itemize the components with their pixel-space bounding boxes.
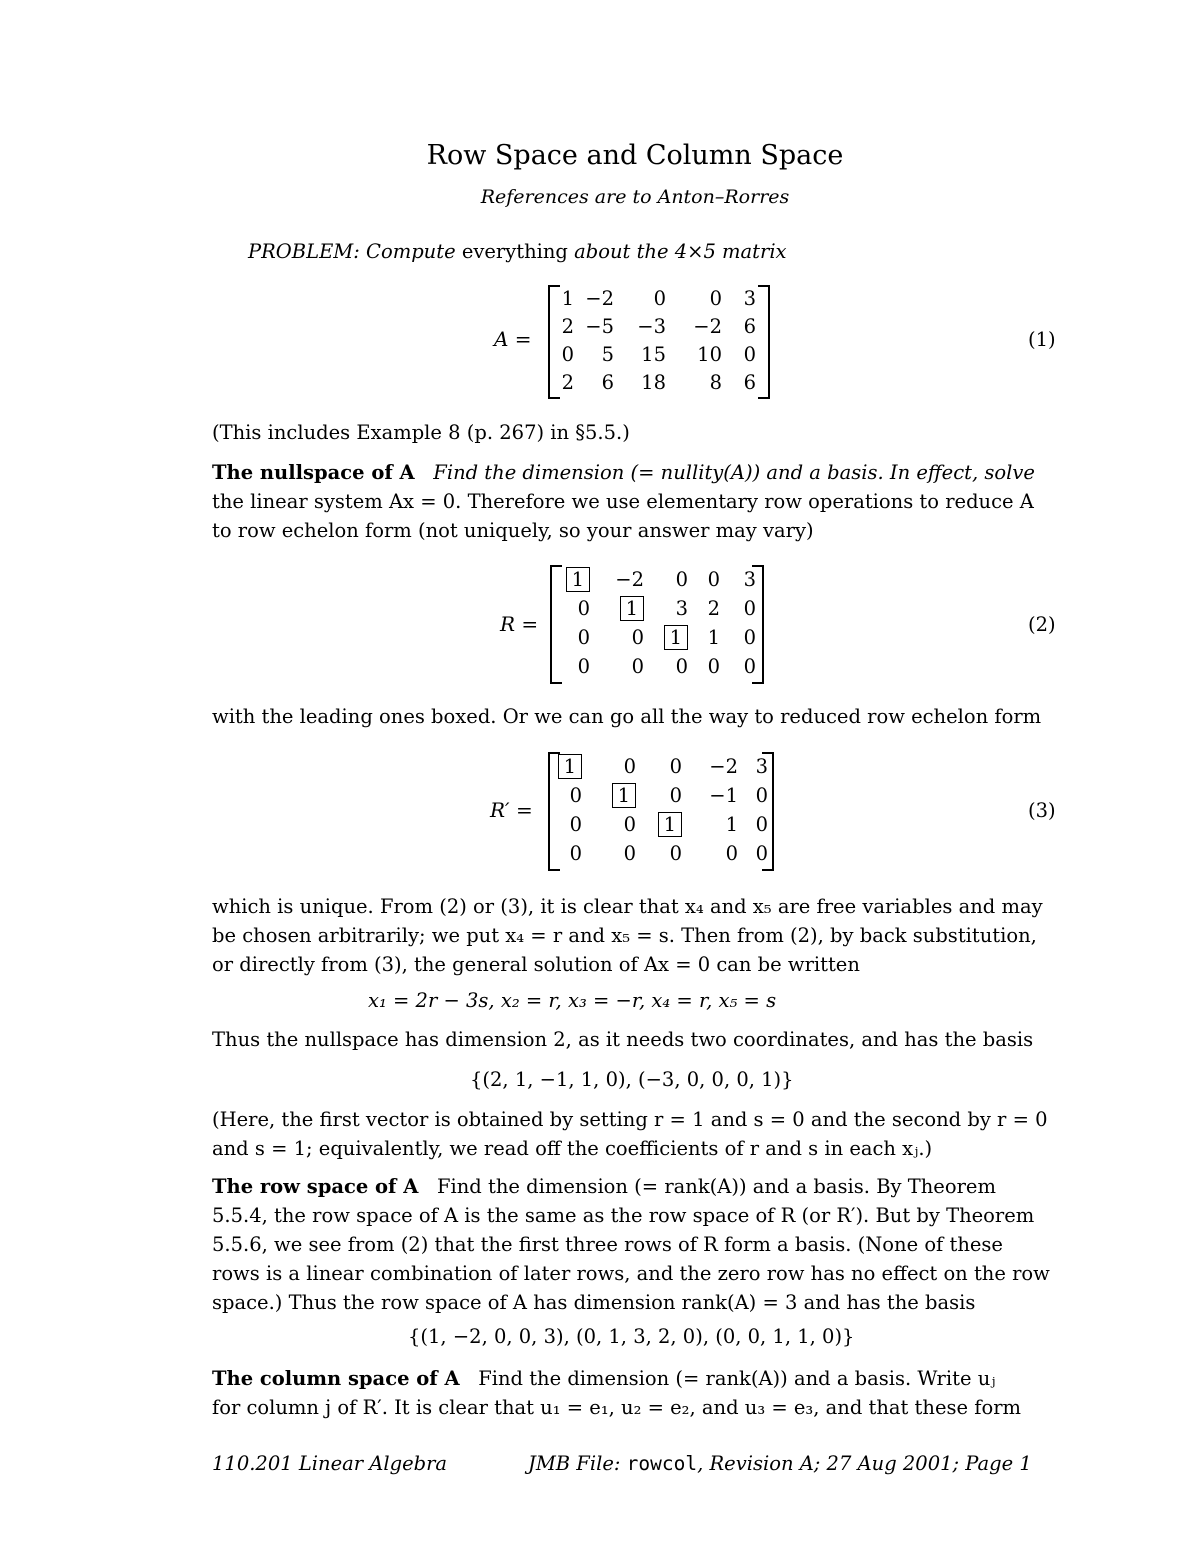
matrix-a-label: A = xyxy=(494,327,532,351)
matrix-cell: 0 xyxy=(623,842,636,865)
matrix-cell: 0 xyxy=(707,655,720,678)
matrix-cell: 0 xyxy=(669,784,682,807)
footer-left: 110.201 Linear Algebra xyxy=(212,1452,448,1475)
matrix-cell: 3 xyxy=(755,755,768,778)
rowspace-line-4: rows is a linear combination of later rows, and the zero row has no effect on the row xyxy=(212,1262,1050,1285)
footer-revision: , Revision A; 27 Aug 2001; Page 1 xyxy=(697,1452,1032,1475)
matrix-r-prime xyxy=(548,752,774,867)
rowspace-line-3: 5.5.6, we see from (2) that the first three rows of R form a basis. (None of these xyxy=(212,1233,1003,1256)
matrix-cell: 2 xyxy=(561,371,574,394)
rowspace-paragraph xyxy=(212,1172,1062,1317)
matrix-cell: 15 xyxy=(641,343,666,366)
here-paragraph xyxy=(212,1105,1062,1163)
matrix-cell: 2 xyxy=(707,597,720,620)
problem-lead: PROBLEM: Compute xyxy=(248,240,456,263)
matrix-cell: 0 xyxy=(577,655,590,678)
matrix-cell: 5 xyxy=(601,343,614,366)
matrix-cell: 6 xyxy=(743,315,756,338)
matrix-cell xyxy=(614,597,644,620)
nullspace-basis-text: Thus the nullspace has dimension 2, as it needs two coordinates, and has the basis xyxy=(212,1028,1034,1051)
leading-one-box: 1 xyxy=(658,812,682,837)
matrix-cell: 0 xyxy=(577,597,590,620)
matrix-cell: −3 xyxy=(637,315,666,338)
page-subtitle: References are to Anton–Rorres xyxy=(480,186,790,208)
matrix-cell xyxy=(606,784,636,807)
matrix-cell: 3 xyxy=(743,287,756,310)
matrix-cell: 0 xyxy=(623,813,636,836)
matrix-cell xyxy=(652,813,682,836)
unique-line-3: or directly from (3), the general solution of Ax = 0 can be written xyxy=(212,953,860,976)
problem-statement xyxy=(248,240,787,263)
matrix-cell: 18 xyxy=(641,371,666,394)
colspace-line-2: for column j of R′. It is clear that u₁ = e₁, u₂ = e₂, and u₃ = e₃, and that these form xyxy=(212,1396,1022,1419)
matrix-cell: 0 xyxy=(577,626,590,649)
matrix-cell: 6 xyxy=(601,371,614,394)
footer-filename: rowcol xyxy=(626,1452,698,1475)
matrix-cell: 0 xyxy=(569,784,582,807)
unique-line-2: be chosen arbitrarily; we put x₄ = r and x₅ = s. Then from (2), by back substitution, xyxy=(212,924,1037,947)
problem-mid: everything xyxy=(461,240,568,263)
nullspace-line-3: to row echelon form (not uniquely, so your answer may vary) xyxy=(212,519,814,542)
matrix-a xyxy=(548,285,770,395)
page-title: Row Space and Column Space xyxy=(426,140,844,171)
colspace-paragraph xyxy=(212,1364,1062,1422)
matrix-cell: 1 xyxy=(707,626,720,649)
rowspace-line-5: space.) Thus the row space of A has dimension rank(A) = 3 and has the basis xyxy=(212,1291,976,1314)
leading-one-box: 1 xyxy=(566,567,590,592)
rowspace-line-1: Find the dimension (= rank(A)) and a basis. By Theorem xyxy=(436,1175,996,1198)
footer-right xyxy=(528,1452,1032,1475)
problem-tail: about the 4×5 matrix xyxy=(574,240,787,263)
matrix-cell: 2 xyxy=(561,315,574,338)
matrix-r-label: R = xyxy=(500,612,539,636)
matrix-cell: 0 xyxy=(743,626,756,649)
matrix-cell: −2 xyxy=(709,755,738,778)
matrix-cell: 0 xyxy=(725,842,738,865)
matrix-cell: 3 xyxy=(743,568,756,591)
equation-number-3: (3) xyxy=(1028,799,1056,822)
equation-number-1: (1) xyxy=(1028,328,1056,351)
matrix-cell: 0 xyxy=(669,842,682,865)
footer-file-label: JMB File: xyxy=(528,1452,621,1475)
matrix-cell: 3 xyxy=(675,597,688,620)
unique-line-1: which is unique. From (2) or (3), it is clear that x₄ and x₅ are free variables and may xyxy=(212,895,1043,918)
colspace-heading: The column space of A xyxy=(212,1367,460,1390)
matrix-cell: 0 xyxy=(743,655,756,678)
matrix-cell: 0 xyxy=(707,568,720,591)
matrix-cell: 0 xyxy=(755,784,768,807)
matrix-r xyxy=(550,565,764,680)
matrix-cell: 0 xyxy=(675,655,688,678)
matrix-cell: 0 xyxy=(743,343,756,366)
here-line-2: and s = 1; equivalently, we read off the coefficients of r and s in each xⱼ.) xyxy=(212,1137,933,1160)
leading-one-box: 1 xyxy=(558,754,582,779)
matrix-cell: 0 xyxy=(755,813,768,836)
matrix-cell: 0 xyxy=(631,626,644,649)
matrix-cell xyxy=(560,568,590,591)
leading-one-box: 1 xyxy=(664,625,688,650)
matrix-cell: 0 xyxy=(631,655,644,678)
note-example: (This includes Example 8 (p. 267) in §5.5.) xyxy=(212,421,630,444)
unique-paragraph xyxy=(212,892,1062,979)
nullspace-basis: {(2, 1, −1, 1, 0), (−3, 0, 0, 0, 1)} xyxy=(470,1068,794,1091)
matrix-cell xyxy=(552,755,582,778)
matrix-cell: 0 xyxy=(653,287,666,310)
nullspace-line-2: the linear system Ax = 0. Therefore we use elementary row operations to reduce A xyxy=(212,490,1034,513)
right-bracket xyxy=(758,285,770,399)
matrix-cell: 0 xyxy=(755,842,768,865)
here-line-1: (Here, the first vector is obtained by setting r = 1 and s = 0 and the second by r = 0 xyxy=(212,1108,1048,1131)
matrix-cell xyxy=(658,626,688,649)
matrix-cell: 0 xyxy=(743,597,756,620)
matrix-cell: 1 xyxy=(561,287,574,310)
matrix-cell: −2 xyxy=(693,315,722,338)
matrix-cell: −1 xyxy=(709,784,738,807)
matrix-cell: −2 xyxy=(585,287,614,310)
matrix-cell: 1 xyxy=(725,813,738,836)
matrix-cell: 0 xyxy=(675,568,688,591)
rowspace-line-2: 5.5.4, the row space of A is the same as the row space of R (or R′). But by Theorem xyxy=(212,1204,1035,1227)
matrix-cell: 0 xyxy=(669,755,682,778)
matrix-cell: 0 xyxy=(623,755,636,778)
equation-number-2: (2) xyxy=(1028,613,1056,636)
nullspace-line-1: Find the dimension (= nullity(A)) and a basis. In effect, solve xyxy=(433,461,1035,484)
matrix-cell: −2 xyxy=(615,568,644,591)
matrix-cell: 8 xyxy=(709,371,722,394)
leading-one-box: 1 xyxy=(612,783,636,808)
rowspace-heading: The row space of A xyxy=(212,1175,419,1198)
matrix-cell: 0 xyxy=(569,813,582,836)
matrix-cell: 0 xyxy=(709,287,722,310)
leading-one-box: 1 xyxy=(620,596,644,621)
nullspace-heading: The nullspace of A xyxy=(212,461,415,484)
matrix-cell: 0 xyxy=(569,842,582,865)
general-solution: x₁ = 2r − 3s, x₂ = r, x₃ = −r, x₄ = r, x₅ = s xyxy=(368,989,777,1012)
matrix-rprime-label: R′ = xyxy=(490,798,533,822)
matrix-cell: −5 xyxy=(585,315,614,338)
matrix-cell: 0 xyxy=(561,343,574,366)
matrix-cell: 10 xyxy=(697,343,722,366)
matrix-cell: 6 xyxy=(743,371,756,394)
nullspace-paragraph xyxy=(212,458,1062,545)
rowspace-basis: {(1, −2, 0, 0, 3), (0, 1, 3, 2, 0), (0, 0, 1, 1, 0)} xyxy=(408,1325,855,1348)
colspace-line-1: Find the dimension (= rank(A)) and a basis. Write uⱼ xyxy=(478,1367,996,1390)
leading-ones-text: with the leading ones boxed. Or we can go all the way to reduced row echelon form xyxy=(212,705,1042,728)
